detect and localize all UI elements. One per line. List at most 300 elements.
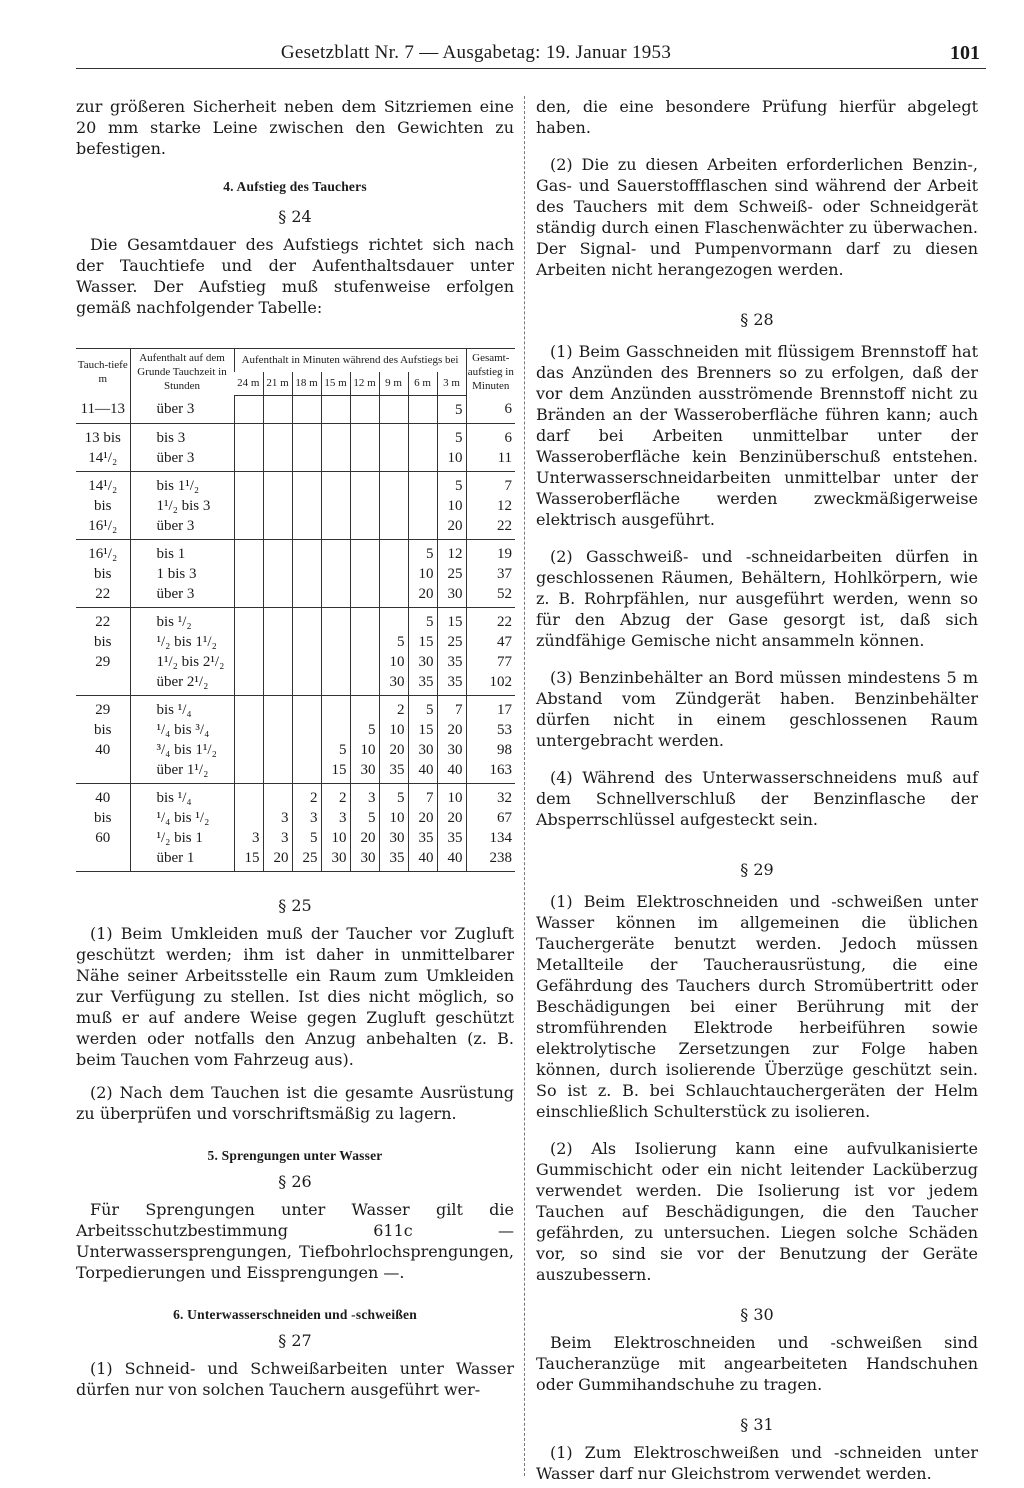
- stop-value: 15: [244, 849, 260, 866]
- ascent-table-body: [76, 395, 515, 871]
- stop-value: 12: [447, 545, 463, 562]
- stop-cell: [234, 395, 263, 423]
- stop-value: 20: [418, 585, 434, 602]
- header-rule: [76, 68, 986, 69]
- stop-value: [324, 700, 347, 720]
- stop-cell: [408, 471, 437, 539]
- stop-cell: [379, 783, 408, 871]
- stop-value: [295, 632, 318, 652]
- stop-value: [237, 700, 260, 720]
- total-cell: [466, 395, 515, 423]
- stop-cell: [321, 471, 350, 539]
- paragraph-26: Für Sprengungen unter Wasser gilt die Arbeitsschutzbestimmung 611c — Unterwassersprengungen, Tiefbohrlochsprengungen, Torpedierungen und Eissprengungen —.: [76, 1199, 514, 1282]
- duration-cell: [130, 395, 234, 423]
- stop-value: [237, 720, 260, 740]
- duration-cell: [130, 607, 234, 695]
- depth-cell: [76, 423, 130, 471]
- stop-cell: [379, 539, 408, 607]
- stop-value: 3: [368, 789, 376, 806]
- duration-line: über 3: [156, 517, 195, 534]
- stop-value: 5: [339, 741, 347, 758]
- stop-value: [382, 496, 405, 516]
- stop-value: 35: [447, 673, 463, 690]
- stop-cell: [408, 423, 437, 471]
- stop-cell: [437, 695, 466, 783]
- depth-line: 16¹/₂: [88, 517, 118, 534]
- total-value: 134: [489, 829, 513, 846]
- stop-cell: [350, 695, 379, 783]
- total-value: 238: [489, 849, 513, 866]
- stop-value: [353, 476, 376, 496]
- stop-value: [411, 400, 434, 420]
- stop-value: [266, 544, 289, 564]
- stop-value: 30: [389, 673, 405, 690]
- depth-line: bis: [93, 721, 112, 738]
- stop-value: [353, 612, 376, 632]
- stop-value: 10: [418, 565, 434, 582]
- stop-value: [382, 516, 405, 536]
- stop-value: [353, 428, 376, 448]
- section-28: § 28: [740, 310, 774, 329]
- stop-value: [266, 448, 289, 468]
- stop-value: [324, 720, 347, 740]
- stop-value: [411, 516, 434, 536]
- stop-value: 20: [447, 517, 463, 534]
- total-value: 6: [504, 401, 513, 417]
- stop-value: [237, 428, 260, 448]
- left-column: [76, 96, 514, 1400]
- duration-line: über 3: [156, 449, 195, 466]
- header-title: Gesetzblatt Nr. 7 — Ausgabetag: 19. Januar 1953: [280, 42, 672, 63]
- total-cell: [466, 695, 515, 783]
- duration-line: ¹/₂ bis 1: [156, 829, 203, 846]
- total-value: 52: [497, 585, 513, 602]
- stop-value: [266, 700, 289, 720]
- stop-value: [382, 476, 405, 496]
- depth-line: 40: [95, 789, 111, 806]
- duration-cell: [130, 471, 234, 539]
- stop-value: [353, 516, 376, 536]
- total-value: 47: [497, 633, 513, 650]
- stop-value: [324, 612, 347, 632]
- stop-cell: [292, 539, 321, 607]
- stop-value: [324, 584, 347, 604]
- stop-value: [295, 584, 318, 604]
- stop-value: [353, 632, 376, 652]
- stop-value: 20: [447, 809, 463, 826]
- stop-value: 35: [389, 761, 405, 778]
- section-29: § 29: [740, 860, 774, 879]
- stop-cell: [263, 695, 292, 783]
- section-24: § 24: [278, 207, 312, 226]
- table-row: [76, 783, 515, 871]
- stop-value: [266, 672, 289, 692]
- stop-value: 2: [397, 701, 405, 718]
- stop-cell: [263, 539, 292, 607]
- total-value: 11: [497, 449, 513, 466]
- stop-value: [353, 700, 376, 720]
- stop-cell: [292, 783, 321, 871]
- paragraph-28-4: (4) Während des Unterwasserschneidens muß auf dem Schnellverschluß der Benzinflasche der Absperrschlüssel aufgesteckt sein.: [536, 768, 978, 829]
- stop-value: 15: [447, 613, 463, 630]
- stop-value: [266, 516, 289, 536]
- duration-line: ³/₄ bis 1¹/₂: [156, 741, 217, 758]
- paragraph-28-1: (1) Beim Gasschneiden mit flüssigem Brennstoff hat das Anzünden des Brenners so zu erfolgen, daß der vor dem Anzünden ausströmende Brennstoff nicht zu Bränden an der Wasseroberfläche führen kann; auch darf bei Arbeiten unmittelbar unter der Wasseroberfläche kein Benzinüberschuß entstehen. Unterwasserschneidarbeiten unmittelbar unter der Wasseroberfläche werden zweckmäßigerweise elektrisch ausgeführt.: [536, 342, 978, 529]
- paragraph-28-2: (2) Gasschweiß- und -schneidarbeiten dürfen in geschlossenen Räumen, Behältern, Hohlkörpern, wie z. B. Rohrpfählen, nur ausgeführt werden, wenn so für den Abzug der Gase gesorgt ist, daß sich zündfähige Gemische nicht ansammeln können.: [536, 547, 978, 650]
- duration-line: über 3: [156, 401, 195, 417]
- depth-line: 16¹/₂: [88, 545, 118, 562]
- depth-line: bis: [93, 633, 112, 650]
- stop-value: 40: [418, 761, 434, 778]
- page-number: 101: [950, 42, 980, 64]
- depth-line: 22: [95, 613, 111, 630]
- stop-cell: [379, 395, 408, 423]
- duration-line: über 1: [156, 849, 195, 866]
- total-value: 163: [489, 761, 513, 778]
- stop-value: [295, 544, 318, 564]
- column-separator: [524, 96, 525, 1476]
- stop-value: 35: [447, 829, 463, 846]
- total-value: 102: [489, 673, 513, 690]
- stop-value: 20: [389, 741, 405, 758]
- ascent-table: [76, 348, 515, 872]
- paragraph-29-1: (1) Beim Elektroschneiden und -schweißen unter Wasser können im allgemeinen die üblichen Tauchergeräte benutzt werden. Jedoch müssen Metallteile der Taucherausrüstung, die eine Gefährdung des Tauchers durch Stromübertritt oder Beschädigungen bei einer Berührung mit der stromführenden Elektrode herbeiführen sowie elektrolytische Zersetzungen zur Folge haben können, durch isolierende Überzüge geschützt sein. So ist z. B. bei Schlauchtauchergeräten der Helm einschließlich Schulterstück zu isolieren.: [536, 892, 978, 1121]
- stop-cell: [234, 607, 263, 695]
- duration-line: ¹/₂ bis 1¹/₂: [156, 633, 217, 650]
- stop-cell: [234, 539, 263, 607]
- stop-header: 24 m: [234, 372, 263, 395]
- stop-value: 10: [360, 741, 376, 758]
- stop-cell: [292, 471, 321, 539]
- stop-header: 12 m: [350, 372, 379, 395]
- stop-cell: [350, 607, 379, 695]
- stop-value: [237, 584, 260, 604]
- duration-line: ¹/₄ bis ³/₄: [156, 721, 210, 738]
- stop-cell: [437, 395, 466, 423]
- stop-value: 30: [418, 741, 434, 758]
- section-26: § 26: [278, 1171, 312, 1191]
- stop-value: [324, 476, 347, 496]
- stop-value: 30: [360, 761, 376, 778]
- stop-value: [295, 740, 318, 760]
- depth-line: bis: [93, 497, 112, 514]
- stop-value: [266, 564, 289, 584]
- total-value: 6: [504, 429, 513, 446]
- stop-value: [266, 720, 289, 740]
- stop-value: [237, 632, 260, 652]
- duration-cell: [130, 423, 234, 471]
- stop-value: 3: [310, 809, 318, 826]
- stop-value: [382, 612, 405, 632]
- stop-value: [382, 448, 405, 468]
- depth-line: 29: [95, 701, 111, 718]
- total-cell: [466, 783, 515, 871]
- page-header: [76, 42, 986, 70]
- stop-value: [237, 672, 260, 692]
- stop-value: [324, 652, 347, 672]
- stop-cell: [292, 695, 321, 783]
- stop-value: [295, 720, 318, 740]
- table-row: [76, 607, 515, 695]
- stop-value: [411, 496, 434, 516]
- stop-cell: [437, 783, 466, 871]
- stop-value: 10: [331, 829, 347, 846]
- total-cell: [466, 471, 515, 539]
- stop-value: 40: [418, 849, 434, 866]
- stop-cell: [408, 607, 437, 695]
- stop-value: [237, 652, 260, 672]
- stop-value: [237, 448, 260, 468]
- stop-value: [353, 564, 376, 584]
- stop-value: [324, 496, 347, 516]
- stop-value: 5: [426, 545, 434, 562]
- stop-value: [295, 760, 318, 780]
- stop-cell: [321, 423, 350, 471]
- total-value: 77: [497, 653, 513, 670]
- stop-value: 30: [360, 849, 376, 866]
- stop-value: 3: [339, 809, 347, 826]
- duration-line: bis ¹/₄: [156, 701, 192, 718]
- heading-aufstieg: 4. Aufstieg des Tauchers: [223, 179, 367, 194]
- stop-value: [324, 632, 347, 652]
- depth-cell: [76, 783, 130, 871]
- stop-cell: [321, 695, 350, 783]
- stop-value: 10: [447, 497, 463, 514]
- stop-cell: [437, 471, 466, 539]
- stop-value: [382, 584, 405, 604]
- stop-value: 2: [310, 789, 318, 806]
- stop-value: [237, 400, 260, 420]
- stop-value: [295, 612, 318, 632]
- stop-cell: [408, 695, 437, 783]
- stop-value: [266, 788, 289, 808]
- depth-cell: [76, 607, 130, 695]
- stop-value: [295, 700, 318, 720]
- stop-value: [237, 496, 260, 516]
- stop-value: [266, 584, 289, 604]
- paragraph-31: (1) Zum Elektroschweißen und -schneiden unter Wasser darf nur Gleichstrom verwendet werden.: [536, 1443, 978, 1483]
- stop-value: 10: [447, 789, 463, 806]
- depth-line: 14¹/₂: [88, 477, 118, 494]
- stop-cell: [292, 423, 321, 471]
- stop-value: [237, 760, 260, 780]
- total-value: 19: [497, 545, 513, 562]
- stop-value: 5: [397, 789, 405, 806]
- stop-value: [382, 428, 405, 448]
- stop-value: [295, 448, 318, 468]
- stop-value: 20: [447, 721, 463, 738]
- stop-value: 5: [455, 477, 463, 494]
- stop-value: [295, 400, 318, 420]
- stop-value: 20: [273, 849, 289, 866]
- paragraph-30: Beim Elektroschneiden und -schweißen sind Taucheranzüge mit angearbeiteten Handschuhen oder Gummihandschuhe zu tragen.: [536, 1333, 978, 1394]
- duration-line: bis 1: [156, 545, 186, 562]
- table-row: [76, 423, 515, 471]
- stop-value: 15: [331, 761, 347, 778]
- stop-cell: [292, 395, 321, 423]
- total-value: 37: [497, 565, 513, 582]
- paragraph-25-1: (1) Beim Umkleiden muß der Taucher vor Zugluft geschützt werden; ihm ist daher in unmittelbarer Nähe seiner Arbeitsstelle ein Raum zum Umkleiden zur Verfügung zu stellen. Ist dies nicht möglich, so muß er auf andere Weise gegen Zugluft geschützt werden oder notfalls den Anzug anbehalten (z. B. beim Tauchen vom Fahrzeug aus).: [76, 923, 514, 1069]
- total-value: 53: [497, 721, 513, 738]
- total-value: 67: [497, 809, 513, 826]
- depth-line: 14¹/₂: [88, 449, 118, 466]
- depth-line: 13 bis: [84, 429, 121, 446]
- stop-cell: [379, 607, 408, 695]
- stop-value: [295, 516, 318, 536]
- stop-value: [382, 400, 405, 420]
- stop-value: [353, 672, 376, 692]
- stop-cell: [292, 607, 321, 695]
- stop-cell: [321, 783, 350, 871]
- stop-value: [353, 400, 376, 420]
- header-total: Gesamt-aufstieg in Minuten: [466, 349, 515, 396]
- stop-value: 30: [331, 849, 347, 866]
- section-30: § 30: [740, 1305, 774, 1324]
- stop-value: [295, 652, 318, 672]
- stop-value: [237, 544, 260, 564]
- header-stops: Aufenthalt in Minuten während des Aufstiegs bei: [234, 349, 466, 372]
- depth-line: bis: [93, 565, 112, 582]
- depth-cell: [76, 395, 130, 423]
- stop-value: [353, 448, 376, 468]
- stop-value: [353, 544, 376, 564]
- stop-value: 25: [447, 633, 463, 650]
- stop-value: [266, 760, 289, 780]
- stop-value: [295, 672, 318, 692]
- stop-value: 25: [302, 849, 318, 866]
- stop-header: 6 m: [408, 372, 437, 395]
- stop-value: [237, 788, 260, 808]
- total-value: 32: [497, 789, 513, 806]
- depth-line: 60: [95, 829, 111, 846]
- stop-value: [266, 400, 289, 420]
- stop-value: 15: [418, 633, 434, 650]
- stop-value: [382, 544, 405, 564]
- stop-value: 3: [281, 809, 289, 826]
- stop-value: [266, 652, 289, 672]
- stop-value: 5: [397, 633, 405, 650]
- stop-value: [266, 476, 289, 496]
- header-time: Aufenthalt auf dem Grunde Tauchzeit in Stunden: [130, 349, 234, 396]
- stop-value: [324, 564, 347, 584]
- depth-cell: [76, 539, 130, 607]
- paragraph-25-2: (2) Nach dem Tauchen ist die gesamte Ausrüstung zu überprüfen und vorschriftsmäßig zu lagern.: [76, 1082, 514, 1123]
- stop-value: [324, 428, 347, 448]
- stop-header: 15 m: [321, 372, 350, 395]
- stop-value: [237, 740, 260, 760]
- total-cell: [466, 539, 515, 607]
- duration-line: über 1¹/₂: [156, 761, 209, 778]
- stop-cell: [234, 783, 263, 871]
- stop-cell: [437, 423, 466, 471]
- stop-cell: [408, 395, 437, 423]
- stop-value: 15: [418, 721, 434, 738]
- stop-value: 20: [360, 829, 376, 846]
- stop-cell: [263, 423, 292, 471]
- stop-value: [237, 808, 260, 828]
- total-value: 17: [497, 701, 513, 718]
- stop-value: [266, 740, 289, 760]
- stop-value: 10: [389, 721, 405, 738]
- stop-cell: [379, 471, 408, 539]
- duration-line: über 3: [156, 585, 195, 602]
- right-column: [536, 96, 978, 1484]
- paragraph-29-2: (2) Als Isolierung kann eine aufvulkanisierte Gummischicht oder ein nicht leitender Lacküberzug verwendet werden. Die Isolierung ist vor jedem Tauchen auf Beschädigungen, die den Taucher gefährden, zu untersuchen. Liegen solche Schäden vor, so sind sie vor der Benutzung der Geräte auszubessern.: [536, 1139, 978, 1284]
- stop-value: 35: [389, 849, 405, 866]
- stop-value: 3: [252, 829, 260, 846]
- stop-value: 35: [418, 673, 434, 690]
- duration-line: bis ¹/₂: [156, 613, 192, 630]
- stop-value: 30: [447, 741, 463, 758]
- total-cell: [466, 423, 515, 471]
- table-row: [76, 395, 515, 423]
- paragraph-27-1: (1) Schneid- und Schweißarbeiten unter Wasser dürfen nur von solchen Tauchern ausgeführt wer-: [76, 1358, 514, 1399]
- duration-line: 1¹/₂ bis 2¹/₂: [156, 653, 225, 670]
- stop-cell: [379, 423, 408, 471]
- stop-value: 2: [339, 789, 347, 806]
- duration-line: ¹/₄ bis ¹/₂: [156, 809, 210, 826]
- duration-cell: [130, 783, 234, 871]
- stop-value: [237, 612, 260, 632]
- duration-cell: [130, 695, 234, 783]
- stop-cell: [350, 539, 379, 607]
- stop-value: [266, 632, 289, 652]
- stop-value: 7: [426, 789, 434, 806]
- duration-line: bis 1¹/₂: [156, 477, 200, 494]
- stop-cell: [321, 395, 350, 423]
- paragraph-27-2: (2) Die zu diesen Arbeiten erforderlichen Benzin-, Gas- und Sauerstoffflaschen sind während der Arbeit des Tauchers mit dem Schweiß- oder Schneidgerät ständig durch einen Flaschenwächter zu überwachen. Der Signal- und Pumpenvormann darf zu diesen Arbeiten nicht herangezogen werden.: [536, 155, 978, 279]
- stop-value: 25: [447, 565, 463, 582]
- stop-cell: [263, 395, 292, 423]
- stop-value: [324, 400, 347, 420]
- stop-header: 21 m: [263, 372, 292, 395]
- duration-cell: [130, 539, 234, 607]
- duration-line: 1¹/₂ bis 3: [156, 497, 211, 514]
- section-25: § 25: [278, 895, 312, 915]
- stop-value: [411, 428, 434, 448]
- stop-value: 5: [426, 701, 434, 718]
- intro-paragraph: zur größeren Sicherheit neben dem Sitzriemen eine 20 mm starke Leine zwischen den Gewichten zu befestigen.: [76, 97, 514, 158]
- stop-value: 10: [389, 809, 405, 826]
- stop-value: 40: [447, 761, 463, 778]
- stop-value: 20: [418, 809, 434, 826]
- depth-line: bis: [93, 809, 112, 826]
- stop-value: 30: [447, 585, 463, 602]
- stop-value: 5: [368, 721, 376, 738]
- heading-sprengungen: 5. Sprengungen unter Wasser: [207, 1147, 383, 1163]
- stop-cell: [350, 423, 379, 471]
- stop-cell: [437, 607, 466, 695]
- depth-line: 11—13: [80, 401, 125, 417]
- stop-value: 10: [389, 653, 405, 670]
- stop-value: [411, 476, 434, 496]
- stop-cell: [350, 395, 379, 423]
- depth-cell: [76, 695, 130, 783]
- stop-cell: [379, 695, 408, 783]
- stop-cell: [408, 539, 437, 607]
- table-row: [76, 471, 515, 539]
- stop-value: 3: [281, 829, 289, 846]
- stop-cell: [263, 607, 292, 695]
- stop-value: [353, 584, 376, 604]
- stop-value: [295, 428, 318, 448]
- table-row: [76, 695, 515, 783]
- stop-header: 3 m: [437, 372, 466, 395]
- stop-value: 30: [389, 829, 405, 846]
- stop-value: [324, 448, 347, 468]
- stop-cell: [263, 471, 292, 539]
- stop-value: 30: [418, 653, 434, 670]
